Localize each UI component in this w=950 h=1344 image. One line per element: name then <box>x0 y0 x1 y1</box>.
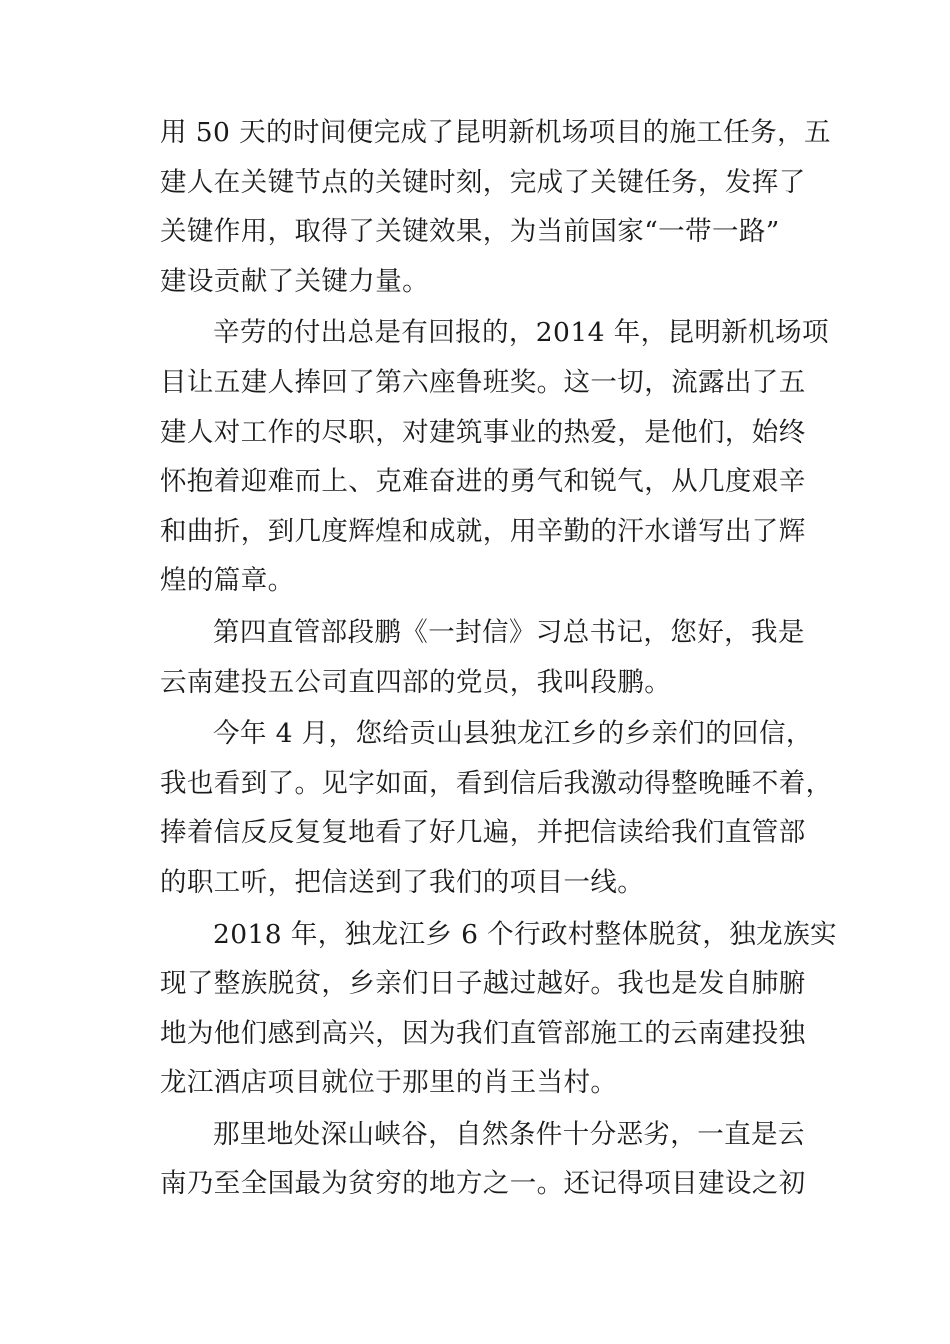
text-line: 现了整族脱贫，乡亲们日子越过越好。我也是发自肺腑 <box>160 968 806 1000</box>
text-line: 辛劳的付出总是有回报的，2014 年，昆明新机场项 <box>213 317 829 349</box>
paragraph <box>160 308 829 606</box>
text-line: 和曲折，到几度辉煌和成就，用辛勤的汗水谱写出了辉 <box>160 515 806 547</box>
document-body <box>160 108 837 1211</box>
paragraph <box>160 108 831 306</box>
text-line: 我也看到了。见字如面，看到信后我激动得整晚睡不着， <box>160 767 833 799</box>
text-line: 南乃至全国最为贫穷的地方之一。还记得项目建设之初 <box>160 1168 806 1200</box>
paragraph <box>160 1110 806 1209</box>
text-line: 地为他们感到高兴，因为我们直管部施工的云南建投独 <box>160 1017 806 1049</box>
text-line: 煌的篇章。 <box>160 565 295 597</box>
text-line: 云南建投五公司直四部的党员，我叫段鹏。 <box>160 666 672 698</box>
paragraph <box>160 910 837 1108</box>
text-line: 怀抱着迎难而上、克难奋进的勇气和锐气，从几度艰辛 <box>160 466 806 498</box>
text-line: 建设贡献了关键力量。 <box>160 265 429 297</box>
text-line: 今年 4 月，您给贡山县独龙江乡的乡亲们的回信， <box>213 718 813 750</box>
text-line: 那里地处深山峡谷，自然条件十分恶劣，一直是云 <box>213 1118 805 1150</box>
text-line: 龙江酒店项目就位于那里的肖王当村。 <box>160 1067 618 1099</box>
text-line: 用 50 天的时间便完成了昆明新机场项目的施工任务，五 <box>160 117 831 148</box>
text-line: 建人对工作的尽职，对建筑事业的热爱，是他们，始终 <box>160 416 806 448</box>
text-line: 建人在关键节点的关键时刻，完成了关键任务，发挥了 <box>160 166 806 198</box>
text-line: 关键作用，取得了关键效果，为当前国家“一带一路” <box>160 216 780 248</box>
paragraph <box>160 608 805 707</box>
text-line: 2018 年，独龙江乡 6 个行政村整体脱贫，独龙族实 <box>213 918 837 950</box>
text-line: 目让五建人捧回了第六座鲁班奖。这一切，流露出了五 <box>160 366 806 398</box>
text-line: 捧着信反反复复地看了好几遍，并把信读给我们直管部 <box>160 817 806 849</box>
paragraph <box>160 709 833 907</box>
text-line: 第四直管部段鹏《一封信》习总书记，您好，我是 <box>213 616 805 648</box>
text-line: 的职工听，把信送到了我们的项目一线。 <box>160 866 645 898</box>
